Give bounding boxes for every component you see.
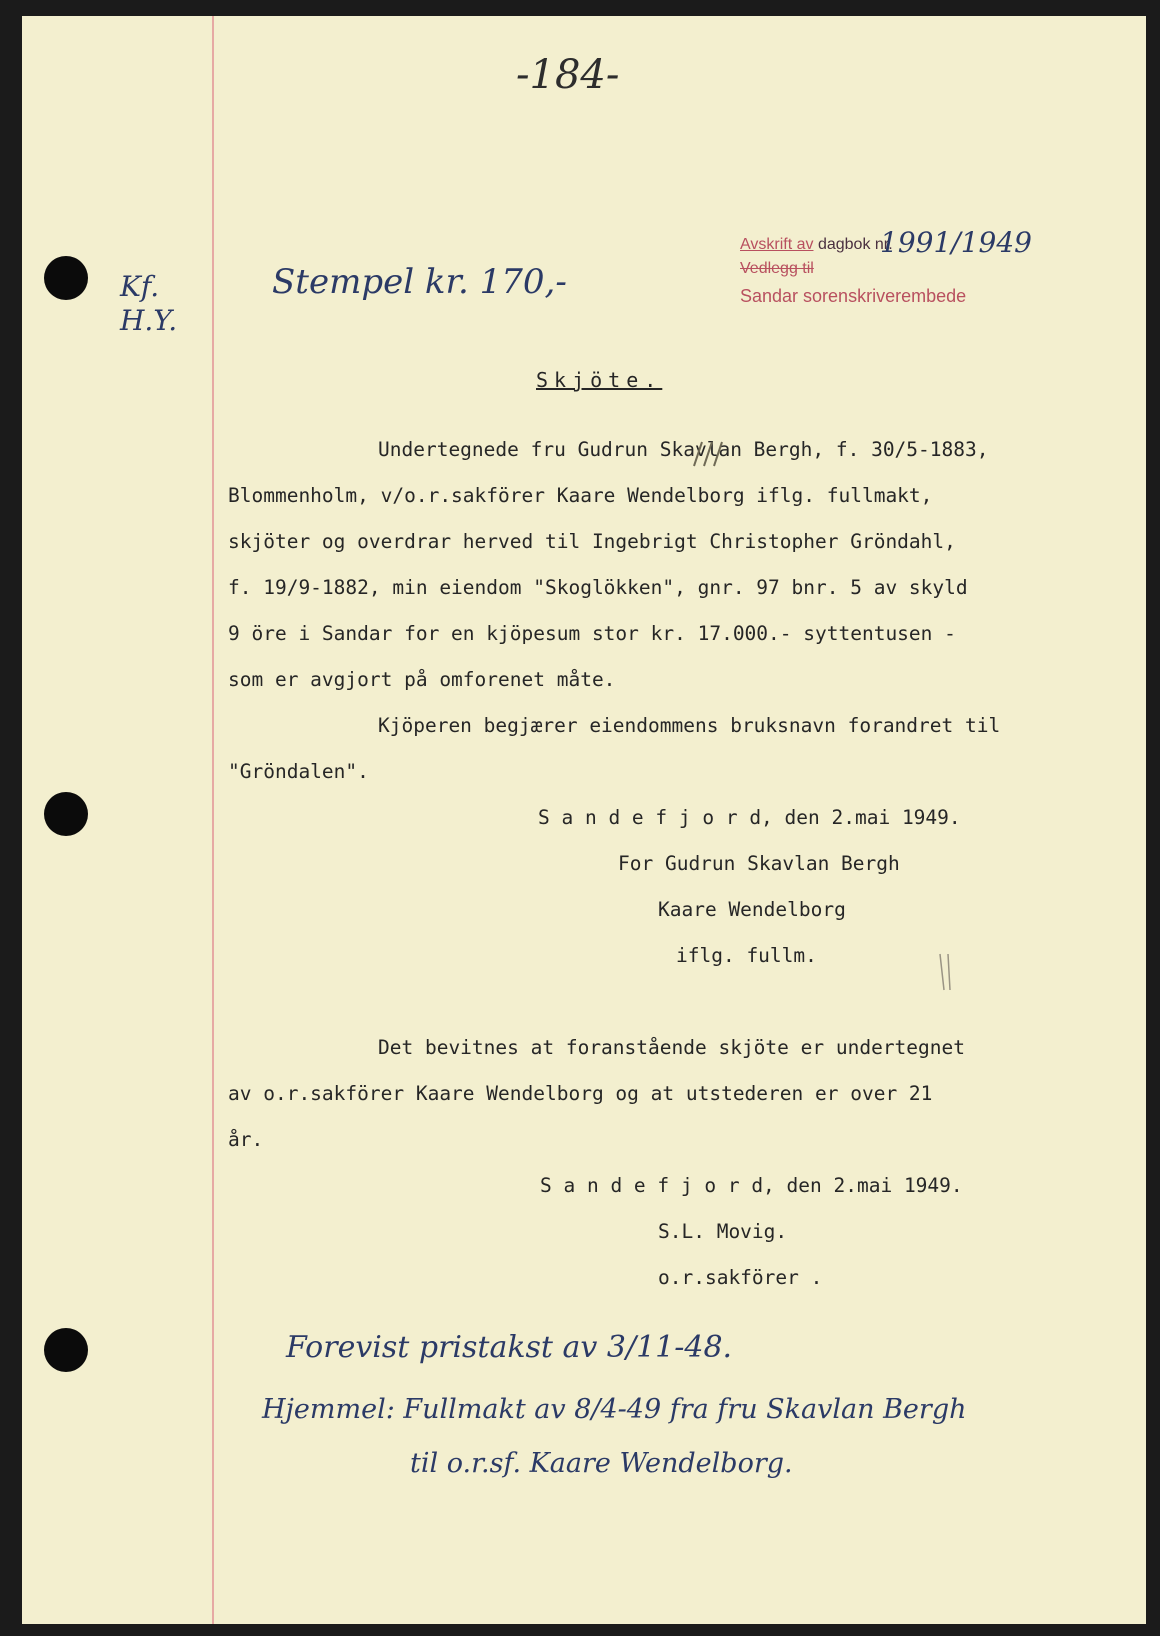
signature1-name: Kaare Wendelborg [658,898,846,921]
document-title: Skjöte. [536,368,663,392]
page-number: -184- [516,52,620,98]
para1-line: 9 öre i Sandar for en kjöpesum stor kr. 17.000.- syttentusen - [228,622,956,645]
para2-line: Kjöperen begjærer eiendommens bruksnavn forandret til [378,714,1001,737]
handwritten-note-3: til o.r.sf. Kaare Wendelborg. [410,1448,793,1479]
signature1-for: For Gudrun Skavlan Bergh [618,852,900,875]
handwritten-note-2: Hjemmel: Fullmakt av 8/4-49 fra fru Skavlan Bergh [262,1394,967,1425]
para1-line: Undertegnede fru Gudrun Skavlan Bergh, f. 30/5-1883, [378,438,989,461]
punch-hole [44,792,88,836]
punch-hole [44,256,88,300]
para1-line: som er avgjort på omforenet måte. [228,668,616,691]
para1-line: skjöter og overdrar herved til Ingebrigt Christopher Gröndahl, [228,530,956,553]
signature1-capacity: iflg. fullm. [676,944,817,967]
stamp-line-1: Avskrift av dagbok nr. [740,236,893,253]
margin-rule [212,16,214,1624]
stamp-line-3: Sandar sorenskriverembede [740,286,967,306]
para3-line: år. [228,1128,264,1151]
margin-initials: Kf. H.Y. [120,270,178,337]
para1-line: f. 19/9-1882, min eiendom "Skoglökken", gnr. 97 bnr. 5 av skyld [228,576,968,599]
para3-line: Det bevitnes at foranstående skjöte er undertegnet [378,1036,965,1059]
stamp-line-2: Vedlegg til [740,260,814,277]
pen-mark [936,950,956,996]
para2-line: "Gröndalen". [228,760,369,783]
signature2-name: S.L. Movig. [658,1220,788,1243]
stempel-note: Stempel kr. 170,- [272,262,567,302]
signature2-title: o.r.sakförer . [658,1266,823,1289]
punch-hole [44,1328,88,1372]
para1-line: Blommenholm, v/o.r.sakförer Kaare Wendelborg iflg. fullmakt, [228,484,933,507]
para3-line: av o.r.sakförer Kaare Wendelborg og at utstederen er over 21 [228,1082,933,1105]
overwrite-mark [690,436,730,476]
signature2-place-date: S a n d e f j o r d, den 2.mai 1949. [540,1174,963,1197]
dagbok-number: 1991/1949 [880,226,1032,259]
handwritten-note-1: Forevist pristakst av 3/11-48. [286,1330,733,1365]
signature1-place-date: S a n d e f j o r d, den 2.mai 1949. [538,806,961,829]
